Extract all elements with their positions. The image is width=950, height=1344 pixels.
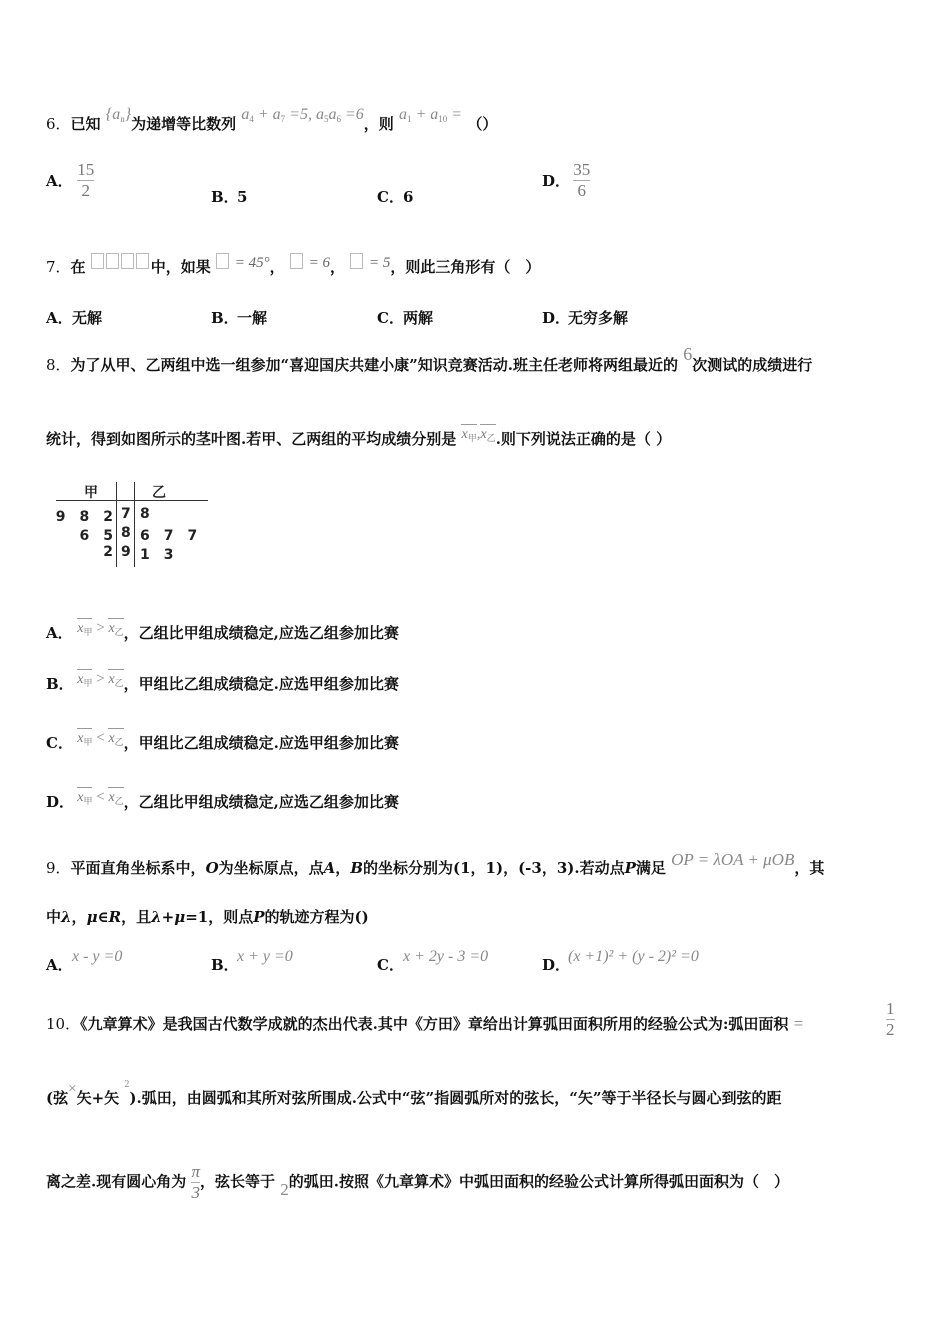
q7-option-b[interactable]: B．一解 bbox=[211, 309, 268, 327]
stem-leaf-left-leaves: 6 5 bbox=[79, 528, 113, 544]
fraction-angle: $\frac{\pi}{3}$ bbox=[191, 1162, 200, 1202]
q6-option-d[interactable]: D． $\frac{35}{6}$ bbox=[542, 160, 591, 200]
stem-leaf-head-left: 甲 bbox=[84, 485, 98, 501]
q6-option-a[interactable]: A． $\frac{15}{2}$ bbox=[46, 160, 95, 200]
q8-stem-line1: 8．为了从甲、乙两组中选一组参加“喜迎国庆共建小康”知识竞赛活动.班主任老师将两组最近的 6次测试的成绩进行 bbox=[46, 344, 813, 374]
q9-option-c[interactable]: C．x + 2y - 3 =0 bbox=[377, 948, 489, 974]
stem-leaf-right-leaves: 8 bbox=[140, 506, 150, 522]
stem-leaf-left-leaves: 2 bbox=[103, 544, 113, 560]
stem-leaf-stem: 8 bbox=[121, 525, 131, 541]
stem-leaf-plot bbox=[56, 482, 211, 567]
q8-option-b[interactable]: B． $x_甲 > x_乙$，甲组比乙组成绩稳定.应选甲组参加比赛 bbox=[46, 671, 399, 693]
stem-leaf-left-leaves: 9 8 2 bbox=[55, 509, 113, 525]
q9-option-d[interactable]: D．(x +1)² + (y - 2)² =0 bbox=[542, 948, 699, 974]
stem-leaf-stem: 9 bbox=[121, 544, 131, 560]
q6-option-c[interactable]: C．6 bbox=[377, 188, 414, 206]
q9-option-a[interactable]: A．x - y =0 bbox=[46, 948, 123, 974]
q9-number: 9． bbox=[46, 859, 71, 877]
mean-symbols: $x_甲,x_乙$ bbox=[461, 426, 496, 443]
q7-option-c[interactable]: C．两解 bbox=[377, 309, 434, 327]
fraction: $\frac{15}{2}$ bbox=[77, 160, 95, 200]
stem-leaf-right-leaves: 1 3 bbox=[140, 547, 174, 563]
q9-stem-line2: 中λ，μ∈R，且λ+μ=1，则点P的轨迹方程为() bbox=[46, 908, 369, 926]
q10-stem-line1: 10．《九章算术》是我国古代数学成就的杰出代表.其中《方田》章给出计算弧田面积所用的经验公式为:弧田面积 = bbox=[46, 1014, 804, 1033]
q6-ask: $a_1 + a_{10}$ = bbox=[399, 106, 463, 124]
missing-symbol bbox=[290, 253, 303, 269]
stem-leaf-stem: 7 bbox=[121, 506, 131, 522]
stem-leaf-right-leaves: 6 7 7 bbox=[140, 528, 198, 544]
vector-equation: OP = λOA + μOB bbox=[671, 850, 795, 869]
q10-stem-line2: (弦×矢+矢 $^2$).弧田，由圆弧和其所对弦所围成.公式中“弦”指圆弧所对的弦长，“矢”等于半径长与圆心到弦的距 bbox=[46, 1079, 782, 1107]
q7-option-d[interactable]: D．无穷多解 bbox=[542, 309, 629, 327]
q6-condition: $a_4 + a_7 =5$, $a_5a_6 =6$ bbox=[241, 106, 364, 124]
q6-number: 6． bbox=[46, 115, 71, 133]
q6-sequence: $\{a_n\}$ bbox=[105, 106, 132, 124]
missing-symbol-triangle bbox=[91, 253, 151, 271]
stem-leaf-head-right: 乙 bbox=[152, 485, 166, 501]
q8-number: 8． bbox=[46, 356, 71, 374]
q8-stem-line2: 统计，得到如图所示的茎叶图.若甲、乙两组的平均成绩分别是 $x_甲,x_乙$.则下列说法正确的是（ ） bbox=[46, 426, 672, 448]
q8-option-d[interactable]: D． $x_甲 < x_乙$，乙组比甲组成绩稳定,应选乙组参加比赛 bbox=[46, 789, 399, 811]
q8-option-a[interactable]: A． $x_甲 > x_乙$，乙组比甲组成绩稳定,应选乙组参加比赛 bbox=[46, 620, 399, 642]
q6-stem: 6．已知 $\{a_n\}$为递增等比数列 $a_4 + a_7 =5$, $a_5a_6 =6$，则 $a_1 + a_{10}$ = （） bbox=[46, 106, 498, 133]
missing-symbol bbox=[216, 253, 229, 269]
q7-number: 7． bbox=[46, 258, 71, 276]
q10-fraction-half: $\frac{1}{2}$ bbox=[886, 999, 895, 1039]
fraction: $\frac{35}{6}$ bbox=[573, 160, 591, 200]
missing-symbol bbox=[350, 253, 363, 269]
q7-option-a[interactable]: A．无解 bbox=[46, 309, 103, 327]
q8-option-c[interactable]: C． $x_甲 < x_乙$，甲组比乙组成绩稳定.应选甲组参加比赛 bbox=[46, 730, 399, 752]
q9-option-b[interactable]: B．x + y =0 bbox=[211, 948, 293, 974]
q9-stem-line1: 9．平面直角坐标系中，O为坐标原点，点A，B的坐标分别为(1，1)，(-3，3).若动点P满足 OP = λOA + μOB，其 bbox=[46, 850, 825, 877]
q6-option-b[interactable]: B．5 bbox=[211, 188, 248, 206]
q10-number: 10． bbox=[46, 1015, 81, 1033]
q7-stem: 7．在 中，如果 = 45°， = 6， = 5，则此三角形有（ ） bbox=[46, 255, 541, 276]
q10-stem-line3: 离之差.现有圆心角为 $\frac{\pi}{3}$ ，弦长等于 2的弧田.按照《九章算术》中弧田面积的经验公式计算所得弧田面积为（ ） bbox=[46, 1162, 789, 1202]
